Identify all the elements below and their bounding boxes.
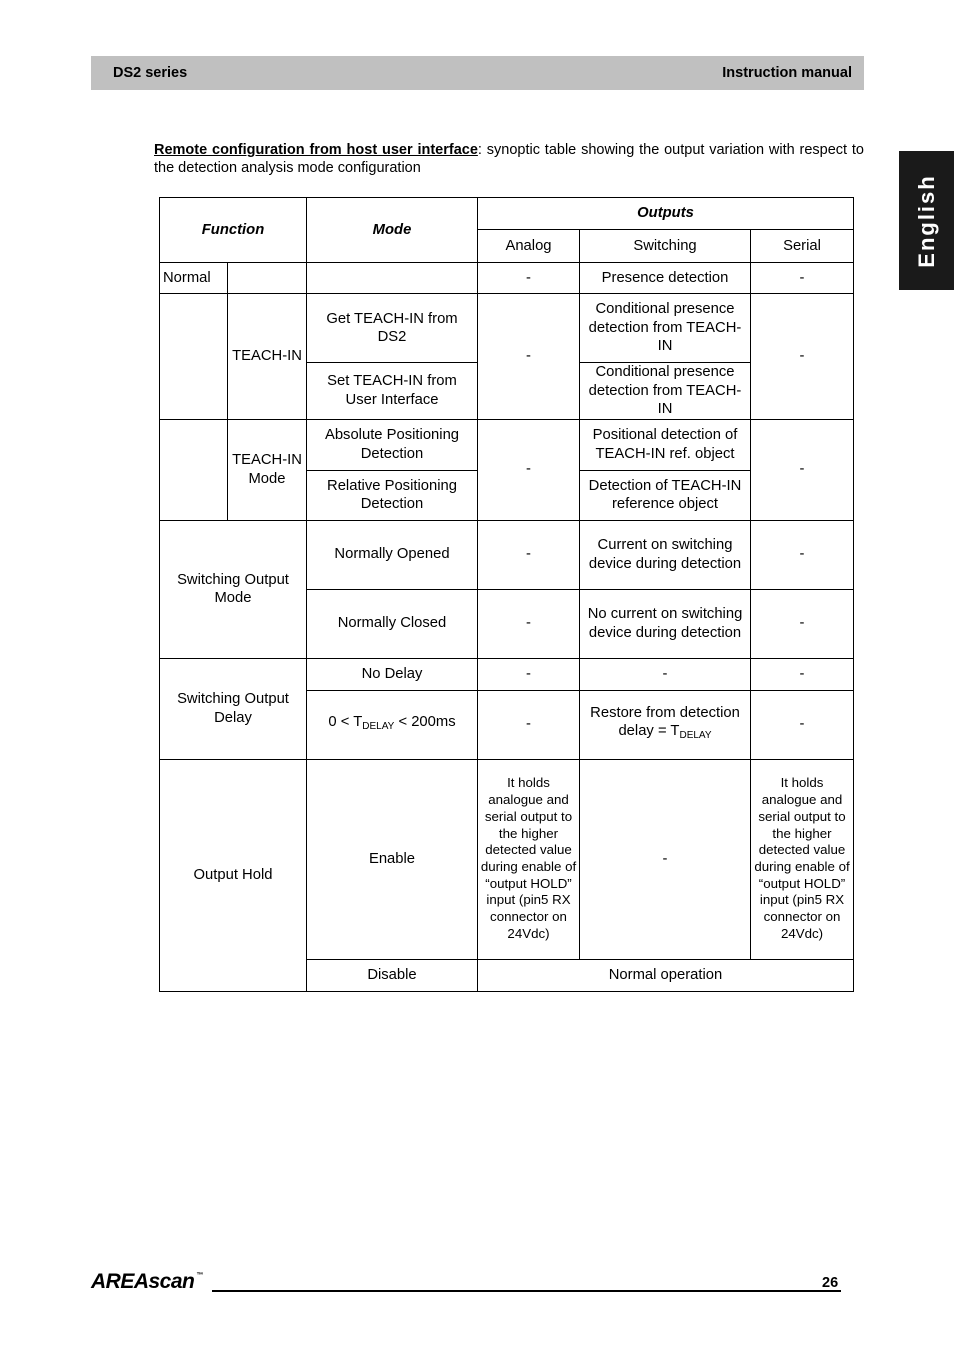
synoptic-table bbox=[159, 197, 854, 992]
table-row bbox=[160, 419, 854, 470]
intro-lead: Remote configuration from host user interface bbox=[154, 142, 478, 158]
cell-serial: - bbox=[751, 690, 854, 759]
table-header-row bbox=[160, 198, 854, 230]
cell-switching: No current on switching device during detection bbox=[580, 589, 751, 658]
cell-serial: - bbox=[751, 263, 854, 294]
cell-normal-operation: Normal operation bbox=[478, 959, 854, 991]
cell-analog: It holds analogue and serial output to the higher detected value during enable of “output HOLD” input (pin5 RX connector on 24Vdc) bbox=[478, 759, 580, 959]
areascan-logo: AREAscan ™ bbox=[91, 1270, 203, 1293]
cell-switching: Detection of TEACH-IN reference object bbox=[580, 470, 751, 520]
mode-normally-opened: Normally Opened bbox=[307, 520, 478, 589]
function-normal: Normal bbox=[160, 263, 228, 294]
table-row bbox=[160, 759, 854, 959]
intro-paragraph bbox=[154, 141, 864, 177]
cell-switching: - bbox=[580, 658, 751, 690]
cell-switching: Conditional presence detection from TEACH-IN bbox=[580, 363, 751, 420]
mode-relative-positioning: Relative Positioning Detection bbox=[307, 470, 478, 520]
cell-switching: Presence detection bbox=[580, 263, 751, 294]
intro-rest: : synoptic table showing the output variation with respect to the detection analysis mode configuration bbox=[154, 142, 864, 176]
mode-delay-range: $0 < T_{DELAY} < 200ms$ bbox=[307, 690, 478, 759]
table-row bbox=[160, 294, 854, 363]
cell-analog: - bbox=[478, 263, 580, 294]
cell-serial: - bbox=[751, 294, 854, 420]
header-switching: Switching bbox=[580, 230, 751, 263]
header-serial: Serial bbox=[751, 230, 854, 263]
table-row bbox=[160, 658, 854, 690]
header-manual-title: Instruction manual bbox=[722, 65, 852, 81]
table-row bbox=[160, 520, 854, 589]
cell-serial: - bbox=[751, 520, 854, 589]
mode-no-delay: No Delay bbox=[307, 658, 478, 690]
cell-analog: - bbox=[478, 419, 580, 520]
header-mode: Mode bbox=[307, 198, 478, 263]
cell-switching: Positional detection of TEACH-IN ref. object bbox=[580, 419, 751, 470]
mode-get-teach-in: Get TEACH-IN from DS2 bbox=[307, 294, 478, 363]
language-tab-label: English bbox=[913, 173, 939, 268]
function-output-hold: Output Hold bbox=[160, 759, 307, 991]
mode-enable: Enable bbox=[307, 759, 478, 959]
language-tab bbox=[899, 151, 954, 290]
header-function: Function bbox=[160, 198, 307, 263]
mode-absolute-positioning: Absolute Positioning Detection bbox=[307, 419, 478, 470]
cell-serial: - bbox=[751, 419, 854, 520]
function-teach-in-mode: TEACH-IN Mode bbox=[228, 419, 307, 520]
header-analog: Analog bbox=[478, 230, 580, 263]
table-row bbox=[160, 263, 854, 294]
cell-switching: Restore from detection delay = $T_{DELAY}$ bbox=[580, 690, 751, 759]
mode-normally-closed: Normally Closed bbox=[307, 589, 478, 658]
cell-analog: - bbox=[478, 690, 580, 759]
cell-switching: Conditional presence detection from TEACH-IN bbox=[580, 294, 751, 363]
function-switching-output-delay: Switching Output Delay bbox=[160, 658, 307, 759]
cell-analog: - bbox=[478, 294, 580, 420]
page-header bbox=[91, 56, 864, 90]
page-number: 26 bbox=[822, 1275, 839, 1291]
cell-switching: - bbox=[580, 759, 751, 959]
cell-serial: - bbox=[751, 589, 854, 658]
mode-disable: Disable bbox=[307, 959, 478, 991]
mode-set-teach-in: Set TEACH-IN from User Interface bbox=[307, 363, 478, 420]
cell-switching: Current on switching device during detection bbox=[580, 520, 751, 589]
header-outputs: Outputs bbox=[478, 198, 854, 230]
cell-analog: - bbox=[478, 658, 580, 690]
cell-analog: - bbox=[478, 589, 580, 658]
function-switching-output-mode: Switching Output Mode bbox=[160, 520, 307, 658]
cell-serial: - bbox=[751, 658, 854, 690]
cell-serial: It holds analogue and serial output to the higher detected value during enable of “output HOLD” input (pin5 RX connector on 24Vdc) bbox=[751, 759, 854, 959]
footer-rule bbox=[212, 1290, 841, 1292]
function-teach-in: TEACH-IN bbox=[228, 294, 307, 420]
header-series: DS2 series bbox=[113, 65, 188, 81]
cell-analog: - bbox=[478, 520, 580, 589]
